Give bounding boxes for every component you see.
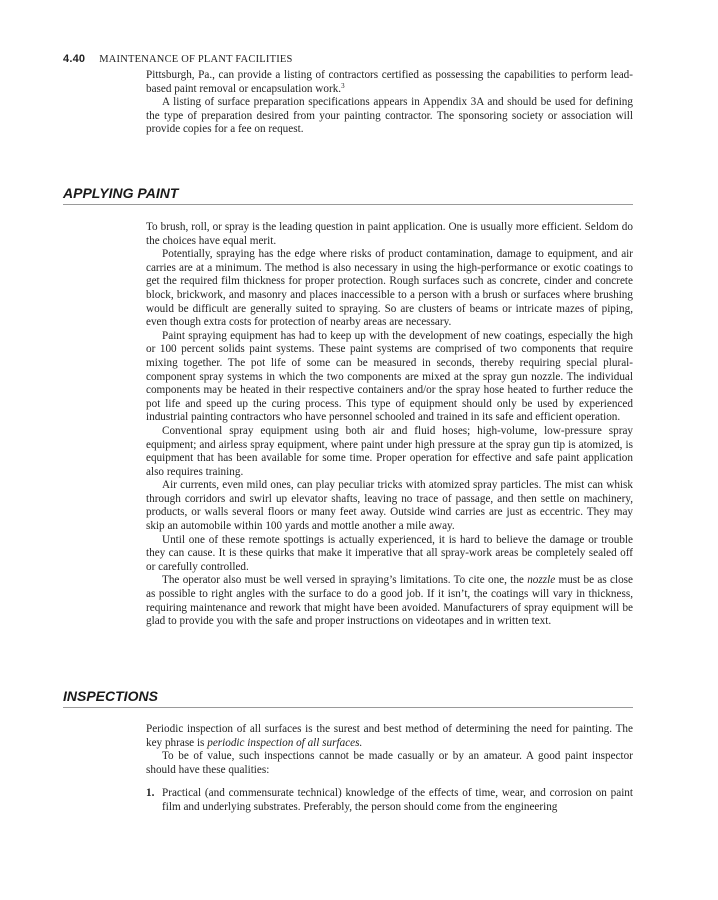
body-paragraph: The operator also must be well versed in spraying’s limitations. To cite one, the nozzle must be as close as possible to right angles with the surface to do a good job. If it isn’t, the coatings will vary in thickness, requiring maintenance and rework that might have been avoided. Manufacturers of spray equipment will be glad to provide you with the safe and proper instructions on videotapes and in written text. <box>146 574 633 628</box>
page-number: 4.40 <box>63 53 86 65</box>
footnote-ref: 3 <box>341 81 345 90</box>
list-text: Practical (and commensurate technical) knowledge of the effects of time, wear, and corrosion on paint film and underlying substrates. Preferably, the person should come from the engineering <box>162 787 633 813</box>
inspections-body <box>146 723 633 815</box>
list-item <box>146 787 633 814</box>
body-paragraph: Air currents, even mild ones, can play peculiar tricks with atomized spray particles. The mist can whisk through corridors and swirl up elevator shafts, leaving no trace of passage, and then settle on machinery, products, or walls several floors or many feet away. Outside wind carries are just as eccentric. They may skip an automobile within 100 yards and mottle another a mile away. <box>146 479 633 533</box>
body-paragraph: Potentially, spraying has the edge where risks of product contamination, damage to equipment, and air carries are at a minimum. The method is also necessary in using the high-performance or exotic coatings to get the required film thickness for proper protection. Rough surfaces such as concrete, cinder and concrete block, brickwork, and masonry and places inaccessible to a person with a brush or surfaces where brushing would be difficult are generally suited to spraying. So are clusters of beams or intricate mazes of piping, even though extra costs for protection of nearby areas are necessary. <box>146 248 633 329</box>
running-header <box>63 53 293 65</box>
intro-block <box>146 69 633 137</box>
body-paragraph: Conventional spray equipment using both air and fluid hoses; high-volume, low-pressure spray equipment; and airless spray equipment, where paint under high pressure at the spray gun tip is atomized, is equipment that has been available for some time. Proper operation for effective and safe paint application also requires training. <box>146 424 633 478</box>
body-paragraph: To be of value, such inspections cannot be made casually or by an amateur. A good paint inspector should have these qualities: <box>146 750 633 776</box>
intro-paragraph: A listing of surface preparation specifications appears in Appendix 3A and should be used for defining the type of preparation desired from your painting contractor. The sponsoring society or association will provide copies for a fee on request. <box>146 96 633 136</box>
running-title: MAINTENANCE OF PLANT FACILITIES <box>99 54 293 65</box>
emphasis: periodic inspection of all surfaces. <box>207 736 363 749</box>
section-heading-applying-paint: APPLYING PAINT <box>63 185 633 205</box>
applying-paint-body <box>146 221 633 629</box>
section-heading-inspections: INSPECTIONS <box>63 688 633 708</box>
body-paragraph: Periodic inspection of all surfaces is the surest and best method of determining the need for painting. The key phrase is periodic inspection of all surfaces. <box>146 723 633 749</box>
emphasis: nozzle <box>527 574 556 587</box>
body-paragraph: Until one of these remote spottings is actually experienced, it is hard to believe the damage or trouble they can cause. It is these quirks that make it imperative that all spray-work areas be completely sealed off or carefully controlled. <box>146 533 633 573</box>
body-paragraph: To brush, roll, or spray is the leading question in paint application. One is usually more efficient. Seldom do the choices have equal merit. <box>146 221 633 247</box>
intro-paragraph: Pittsburgh, Pa., can provide a listing of contractors certified as possessing the capabilities to perform lead-based paint removal or encapsulation work.$^3$ <box>146 69 633 95</box>
list-number: 1. <box>146 787 155 800</box>
body-paragraph: Paint spraying equipment has had to keep up with the development of new coatings, especially the high or 100 percent solids paint systems. These paint systems are comprised of two components that require mixing together. The pot life of some can be measured in seconds, thereby requiring special plural-component spray systems in which the two components are mixed at the spray gun nozzle. The individual components may be heated in their respective containers and/or the spray hose heated to further reduce the pot life and speed up the curing process. This type of equipment should only be used by experienced industrial painting contractors who have personnel schooled and trained in its safe and efficient operation. <box>146 329 633 424</box>
